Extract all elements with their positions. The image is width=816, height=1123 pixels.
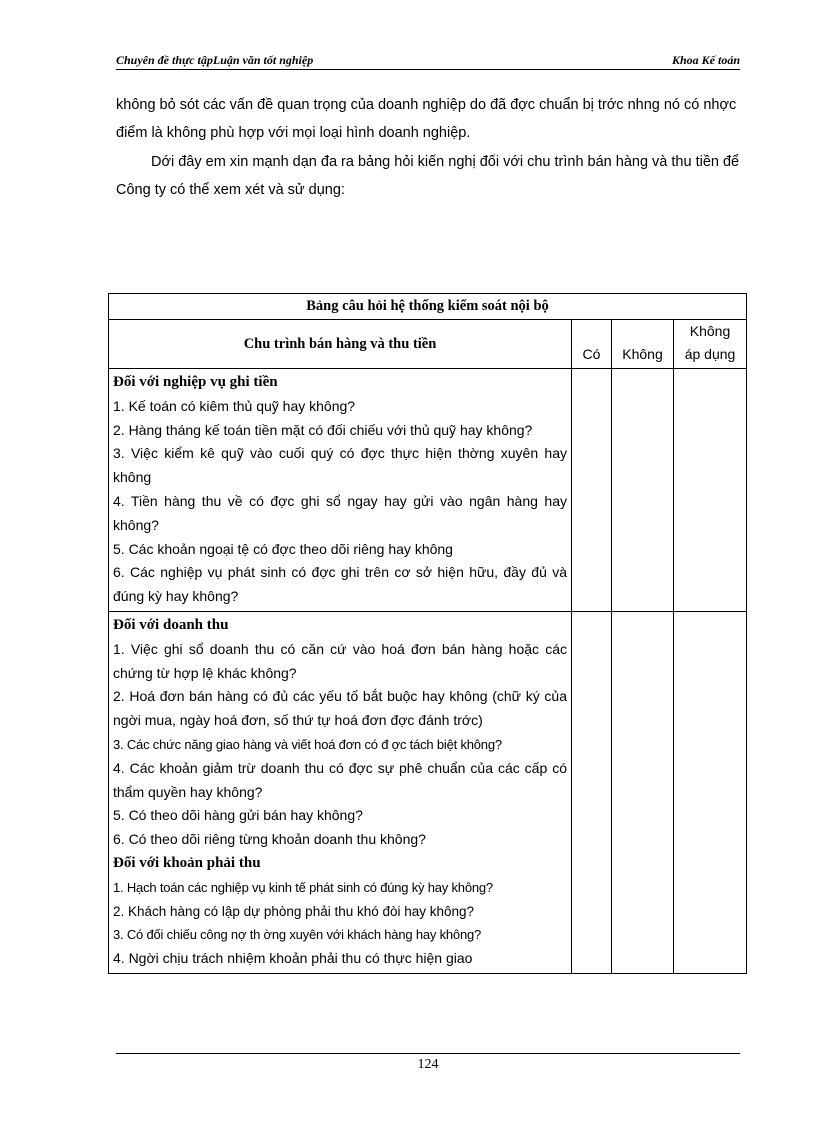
intro-paragraph-2 [116,148,740,204]
section-cash-receipts [109,369,572,612]
question-item: 4. Ngời chịu trách nhiệm khoản phải thu có thực hiện giao [113,950,473,967]
question-item: 3. Việc kiểm kê quỹ vào cuối quý có đợc thực hiện thờng xuyên hay không [113,445,567,486]
intro-paragraph-1: không bỏ sót các vấn đề quan trọng của doanh nghiệp do đã đợc chuẩn bị trớc nhng nó có nhợc điểm là không phù hợp với mọi loại hình doanh nghiệp. [116,97,737,141]
question-item: 1. Kế toán có kiêm thủ quỹ hay không? [113,397,356,414]
question-item: 2. Hoá đơn bán hàng có đủ các yếu tố bắt buộc hay không (chữ ký của ngời mua, ngày hoá đơn, số thứ tự hoá đơn đợc đánh trớc) [113,688,567,729]
table-row [109,369,747,612]
na-cell [674,369,747,612]
no-cell [612,369,674,612]
section-title: Đối với doanh thu [113,616,229,633]
question-item: 1. Hạch toán các nghiệp vụ kinh tế phát sinh có đúng kỳ hay không? [113,879,493,895]
yes-cell [572,611,612,973]
yes-column-header: Có [572,320,612,369]
question-item: 1. Việc ghi sổ doanh thu có căn cứ vào hoá đơn bán hàng hoặc các chứng từ hợp lệ khác không? [113,640,567,681]
question-item: 2. Hàng tháng kế toán tiền mặt có đối chiếu với thủ quỹ hay không? [113,421,533,438]
footer-divider [116,1053,740,1054]
na-cell [674,611,747,973]
table-title: Bảng câu hỏi hệ thống kiểm soát nội bộ [109,294,747,320]
na-header-line-2: áp dụng [684,346,736,362]
question-item: 3. Các chức năng giao hàng và viết hoá đơn có đ ợc tách biệt không? [113,736,502,752]
header-left-title: Chuyên đề thực tậpLuận văn tốt nghiệp [116,53,314,67]
question-item: 3. Có đối chiếu công nợ th ờng xuyên với khách hàng hay không? [113,927,482,943]
question-item: 6. Có theo dõi riêng từng khoản doanh thu không? [113,831,426,848]
section-title: Đối với nghiệp vụ ghi tiền [113,374,278,390]
yes-cell [572,369,612,612]
question-item: 5. Các khoản ngoại tệ có đợc theo dõi riêng hay không [113,540,453,557]
section-revenue [109,611,572,973]
no-column-header: Không [612,320,674,369]
intro-paragraph-2-text: Dới đây em xin mạnh dạn đa ra bảng hỏi kiến nghị đối với chu trình bán hàng và thu tiền để Công ty có thể xem xét và sử dụng: [116,154,740,198]
no-cell [612,611,674,973]
internal-control-questionnaire [108,293,747,974]
question-item: 4. Tiền hàng thu về có đợc ghi sổ ngay hay gửi vào ngân hàng hay không? [113,492,567,533]
header-right-title: Khoa Kế toán [671,53,740,67]
page-header [116,53,740,70]
not-applicable-column-header [674,320,747,369]
page-number: 124 [417,1057,439,1072]
na-header-line-1: Không [689,323,731,339]
cycle-header: Chu trình bán hàng và thu tiền [109,320,572,369]
question-item: 6. Các nghiệp vụ phát sinh có đợc ghi trên cơ sở hiện hữu, đầy đủ và đúng kỳ hay không? [113,564,567,605]
question-item: 5. Có theo dõi hàng gửi bán hay không? [113,807,363,824]
question-item: 4. Các khoản giảm trừ doanh thu có đợc sự phê chuẩn của các cấp có thẩm quyền hay không? [113,759,567,800]
table-row [109,611,747,973]
question-item: 2. Khách hàng có lập dự phòng phải thu khó đòi hay không? [113,903,475,919]
section-title: Đối với khoản phải thu [113,854,261,871]
